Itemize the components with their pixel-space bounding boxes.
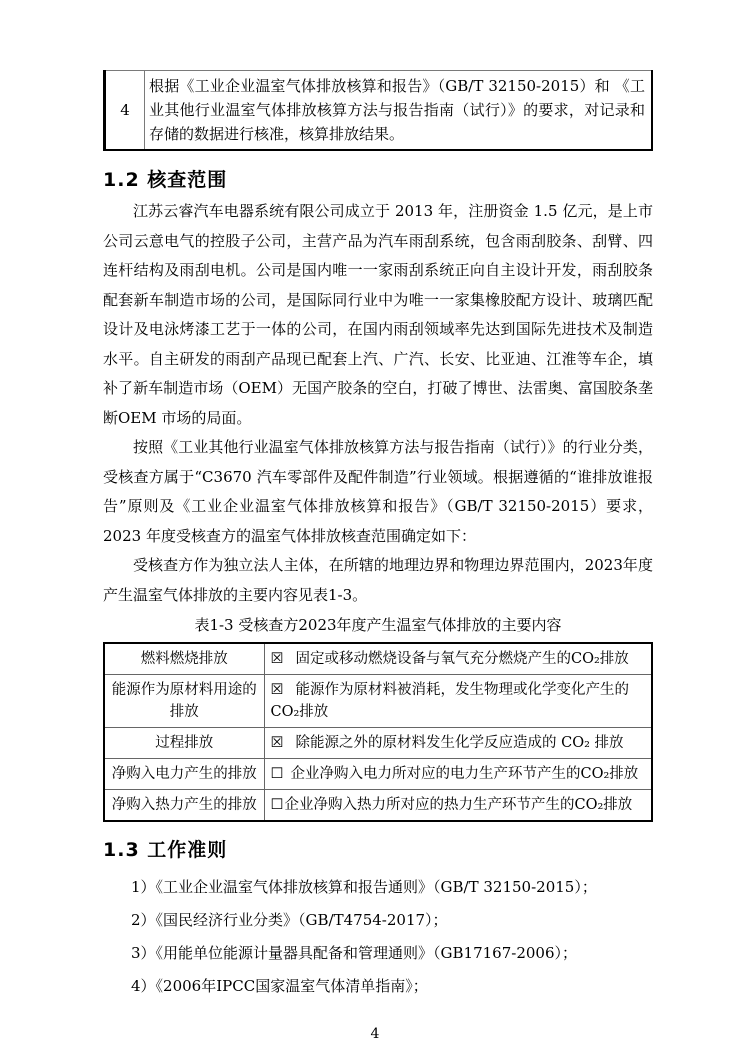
page-number: 4 (370, 1026, 380, 1042)
section-heading-working-criteria: 1.3 工作准则 (103, 839, 228, 861)
checkbox-unchecked-icon: ☐ (270, 797, 284, 813)
emission-description-cell (264, 728, 652, 759)
list-item: 1）《工业企业温室气体排放核算和报告通则》（GB/T 32150-2015）； (131, 878, 597, 896)
row-text-cell: 根据《工业企业温室气体排放核算和报告》（GB/T 32150-2015）和 《工业其他行业温室气体排放核算方法与报告指南（试行）》的要求，对记录和存储的数据进行核准，核算排放结果。 (145, 71, 653, 151)
section-heading-verification-scope: 1.2 核查范围 (103, 169, 228, 191)
emission-category-cell: 净购入电力产生的排放 (104, 759, 264, 790)
table-row (105, 71, 653, 151)
page-content (103, 70, 653, 1003)
checkbox-unchecked-icon: ☐ (270, 766, 284, 782)
emission-table (103, 642, 653, 822)
emission-description: 企业净购入热力所对应的热力生产环节产生的CO₂排放 (284, 797, 633, 813)
emission-description-cell (264, 759, 652, 790)
emission-category-cell: 能源作为原材料用途的排放 (104, 675, 264, 728)
emission-category-cell: 净购入热力产生的排放 (104, 790, 264, 822)
list-item: 4）《2006年IPCC国家温室气体清单指南》； (131, 977, 428, 995)
checkbox-checked-icon: ☒ (270, 682, 284, 698)
emission-category-cell: 过程排放 (104, 728, 264, 759)
checkbox-checked-icon: ☒ (270, 651, 284, 667)
checkbox-checked-icon: ☒ (270, 735, 284, 751)
emission-description: 除能源之外的原材料发生化学反应造成的 CO₂ 排放 (295, 735, 624, 751)
table-row (104, 675, 652, 728)
list-item: 3）《用能单位能源计量器具配备和管理通则》（GB17167-2006）； (131, 944, 578, 962)
emission-category-cell: 燃料燃烧排放 (104, 643, 264, 675)
criteria-list (103, 871, 653, 1003)
emission-description-cell (264, 675, 652, 728)
list-item: 2）《国民经济行业分类》（GB/T4754-2017）； (131, 911, 448, 929)
paragraph-boundary: 受核查方作为独立法人主体，在所辖的地理边界和物理边界范围内，2023年度产生温室气体排放的主要内容见表1-3。 (103, 556, 653, 604)
table-row (104, 759, 652, 790)
emission-description: 企业净购入电力所对应的电力生产环节产生的CO₂排放 (290, 766, 639, 782)
row-number-cell: 4 (105, 71, 145, 151)
emission-description-cell (264, 643, 652, 675)
paragraph-industry-classification: 按照《工业其他行业温室气体排放核算方法与报告指南（试行）》的行业分类，受核查方属于“C3670 汽车零部件及配件制造”行业领域。根据遵循的“谁排放谁报告”原则及《工业企业温室气体排放核算和报告》（GB/T 32150-2015）要求，2023 年度受核查方的温室气体排放核查范围确定如下： (103, 438, 653, 545)
table-caption: 表1-3 受核查方2023年度产生温室气体排放的主要内容 (194, 616, 562, 634)
emission-description: 固定或移动燃烧设备与氧气充分燃烧产生的CO₂排放 (295, 651, 629, 667)
table-row (104, 643, 652, 675)
emission-description: 能源作为原材料被消耗，发生物理或化学变化产生的CO₂排放 (270, 682, 629, 720)
continuation-table (103, 70, 653, 151)
paragraph-company-intro: 江苏云睿汽车电器系统有限公司成立于 2013 年，注册资金 1.5 亿元，是上市公司云意电气的控股子公司，主营产品为汽车雨刮系统，包含雨刮胶条、刮臂、四连杆结构及雨刮电机。公司是国内唯一一家雨刮系统正向自主设计开发，雨刮胶条配套新车制造市场的公司，是国际同行业中为唯一一家集橡胶配方设计、玻璃匹配设计及电泳烤漆工艺于一体的公司，在国内雨刮领域率先达到国际先进技术及制造水平。自主研发的雨刮产品现已配套上汽、广汽、长安、比亚迪、江淮等车企，填补了新车制造市场（OEM）无国产胶条的空白，打破了博世、法雷奥、富国胶条垄断OEM 市场的局面。 (103, 202, 653, 427)
table-row (104, 728, 652, 759)
table-row (104, 790, 652, 822)
emission-description-cell (264, 790, 652, 822)
